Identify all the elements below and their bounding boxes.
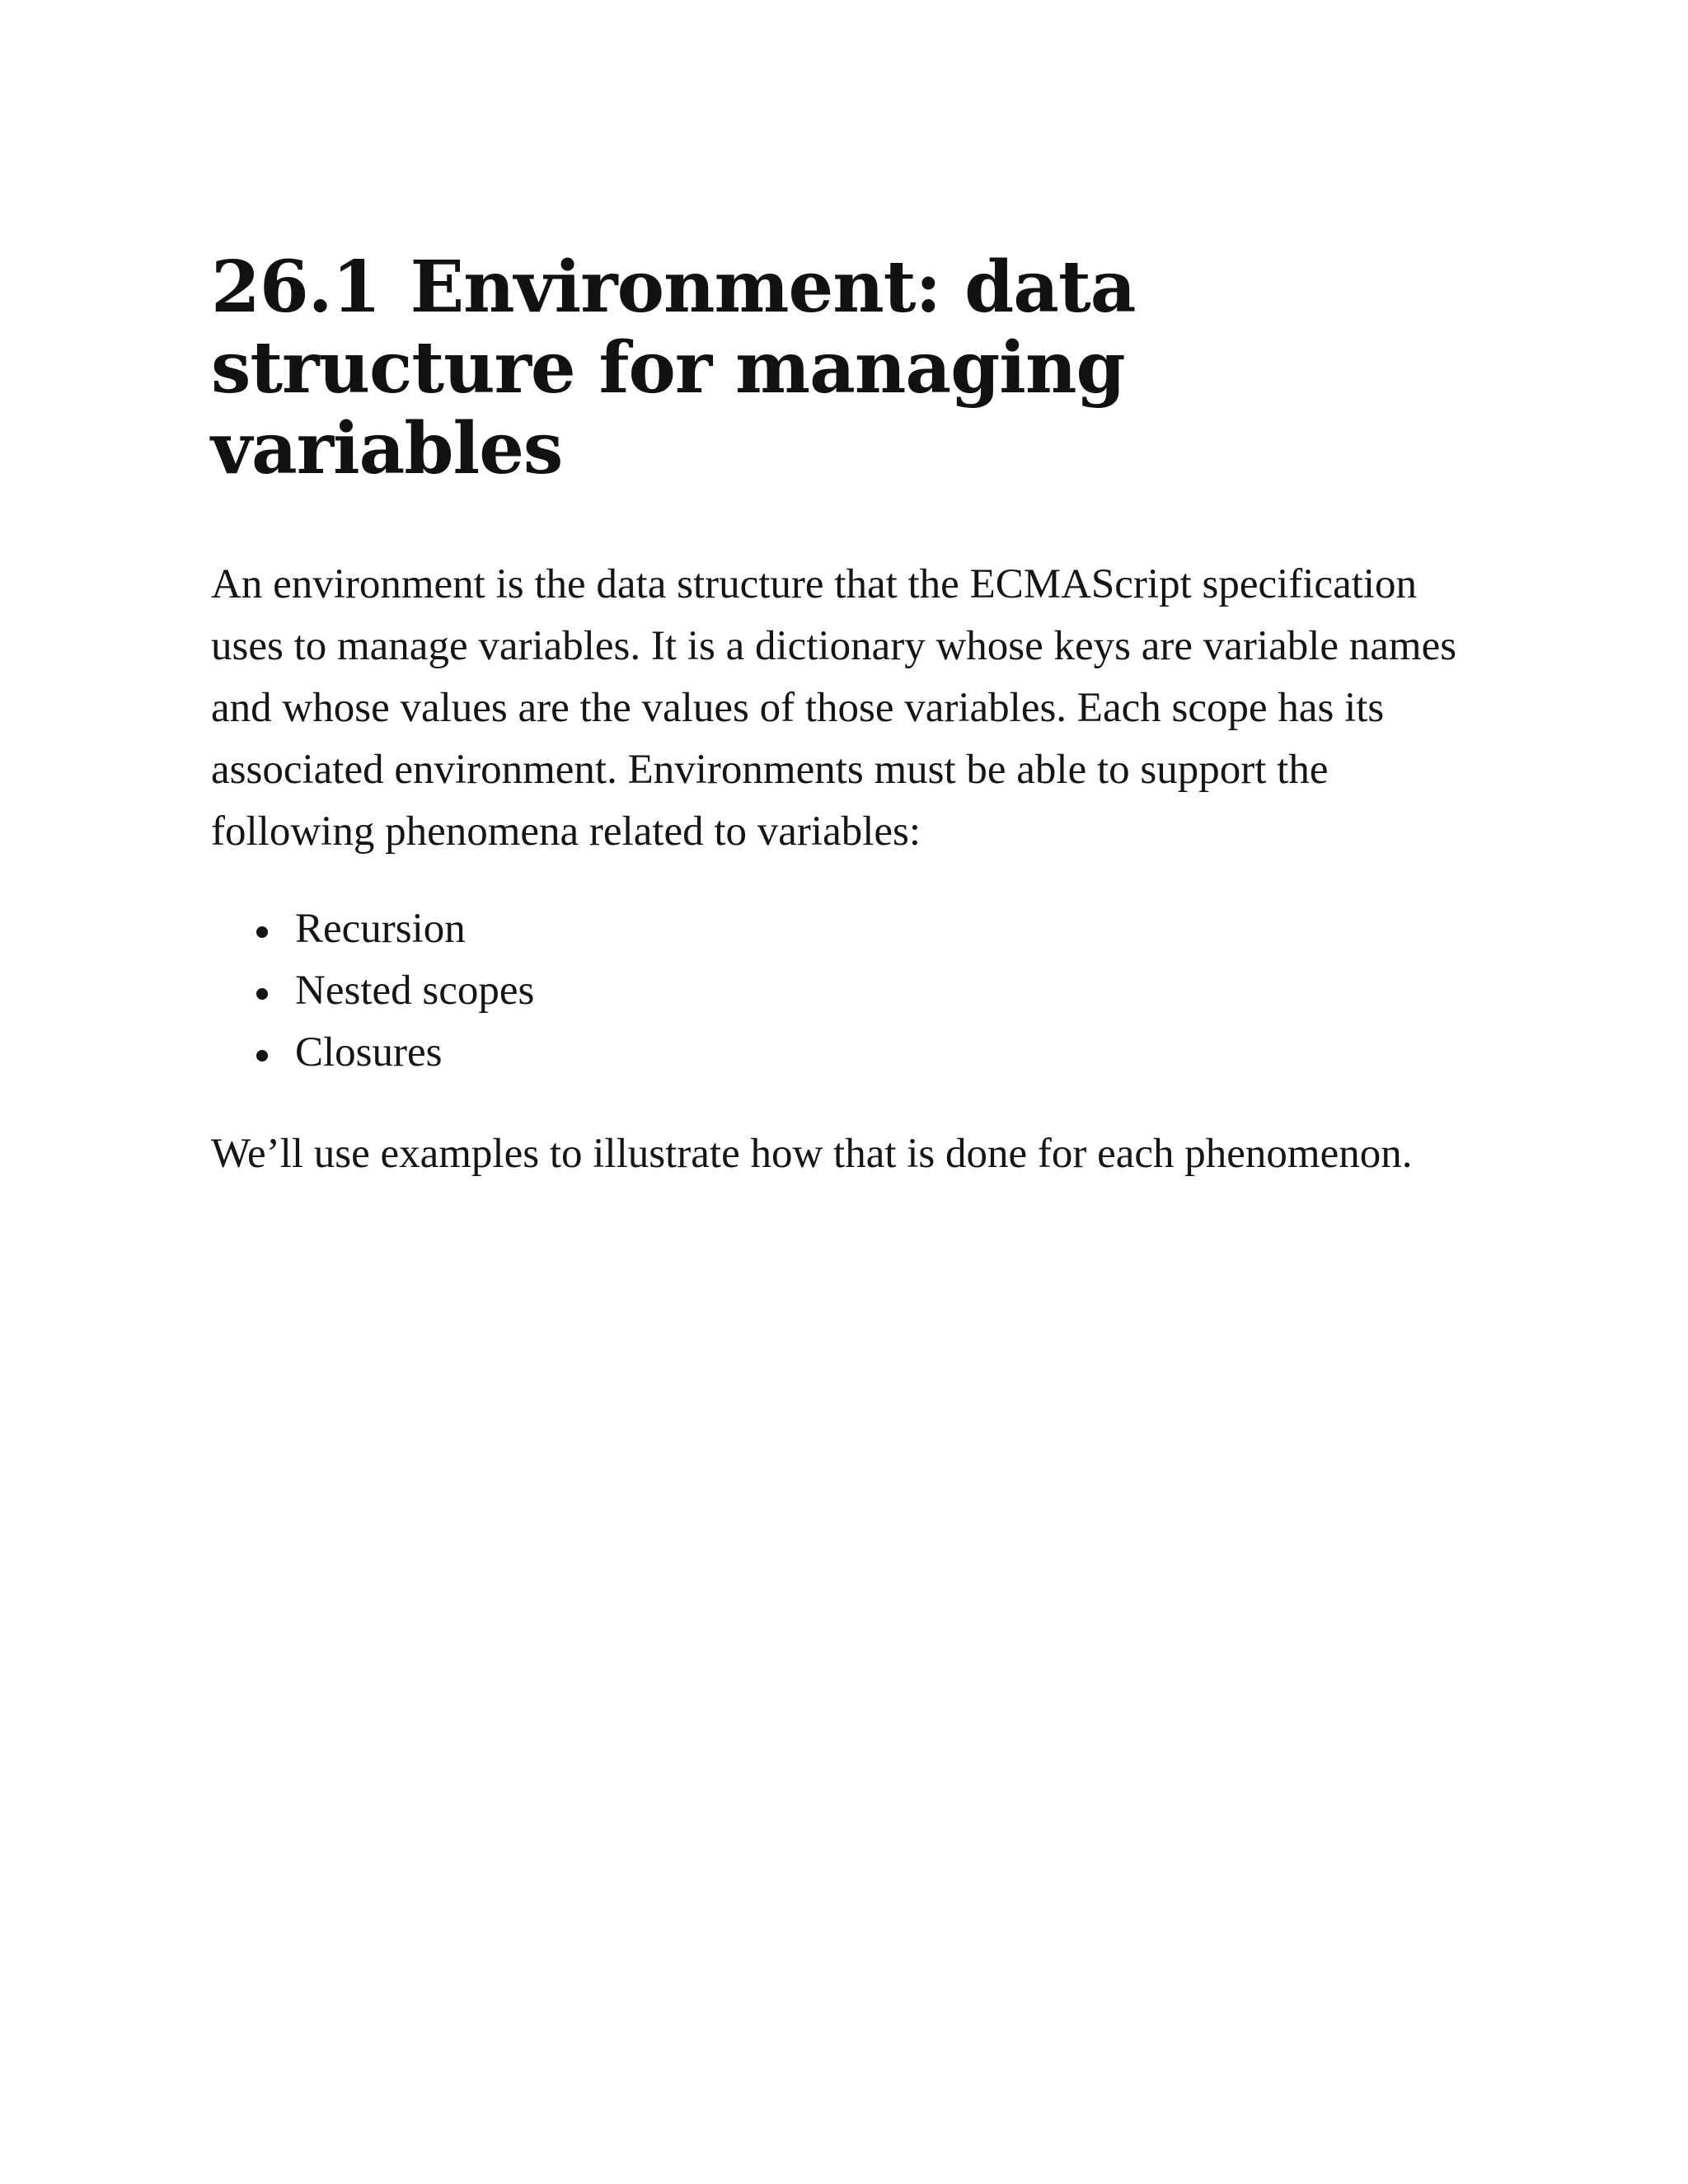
list-item-label: Closures: [295, 1029, 443, 1076]
section-title: Environment: data structure for managing variables: [211, 246, 1136, 490]
phenomena-list: [211, 898, 1497, 1084]
list-item: [211, 1022, 1497, 1084]
section-heading: [211, 247, 1497, 490]
section-number: 26.1: [211, 246, 381, 329]
bullet-icon: [256, 926, 268, 938]
intro-paragraph: An environment is the data structure that the ECMAScript specification uses to manage variables. It is a dictionary whose keys are variable names and whose values are the values of those variables. Each scope has its associated environment. Environments must be able to support the following phenomena related to variables:: [211, 561, 1457, 855]
document-page: [211, 247, 1497, 1185]
outro-paragraph: We’ll use examples to illustrate how that is done for each phenomenon.: [211, 1131, 1413, 1177]
list-item: [211, 960, 1497, 1022]
bullet-icon: [256, 1050, 268, 1062]
bullet-icon: [256, 988, 268, 1000]
list-item-label: Nested scopes: [295, 968, 535, 1014]
list-item-label: Recursion: [295, 906, 466, 952]
list-item: [211, 898, 1497, 960]
